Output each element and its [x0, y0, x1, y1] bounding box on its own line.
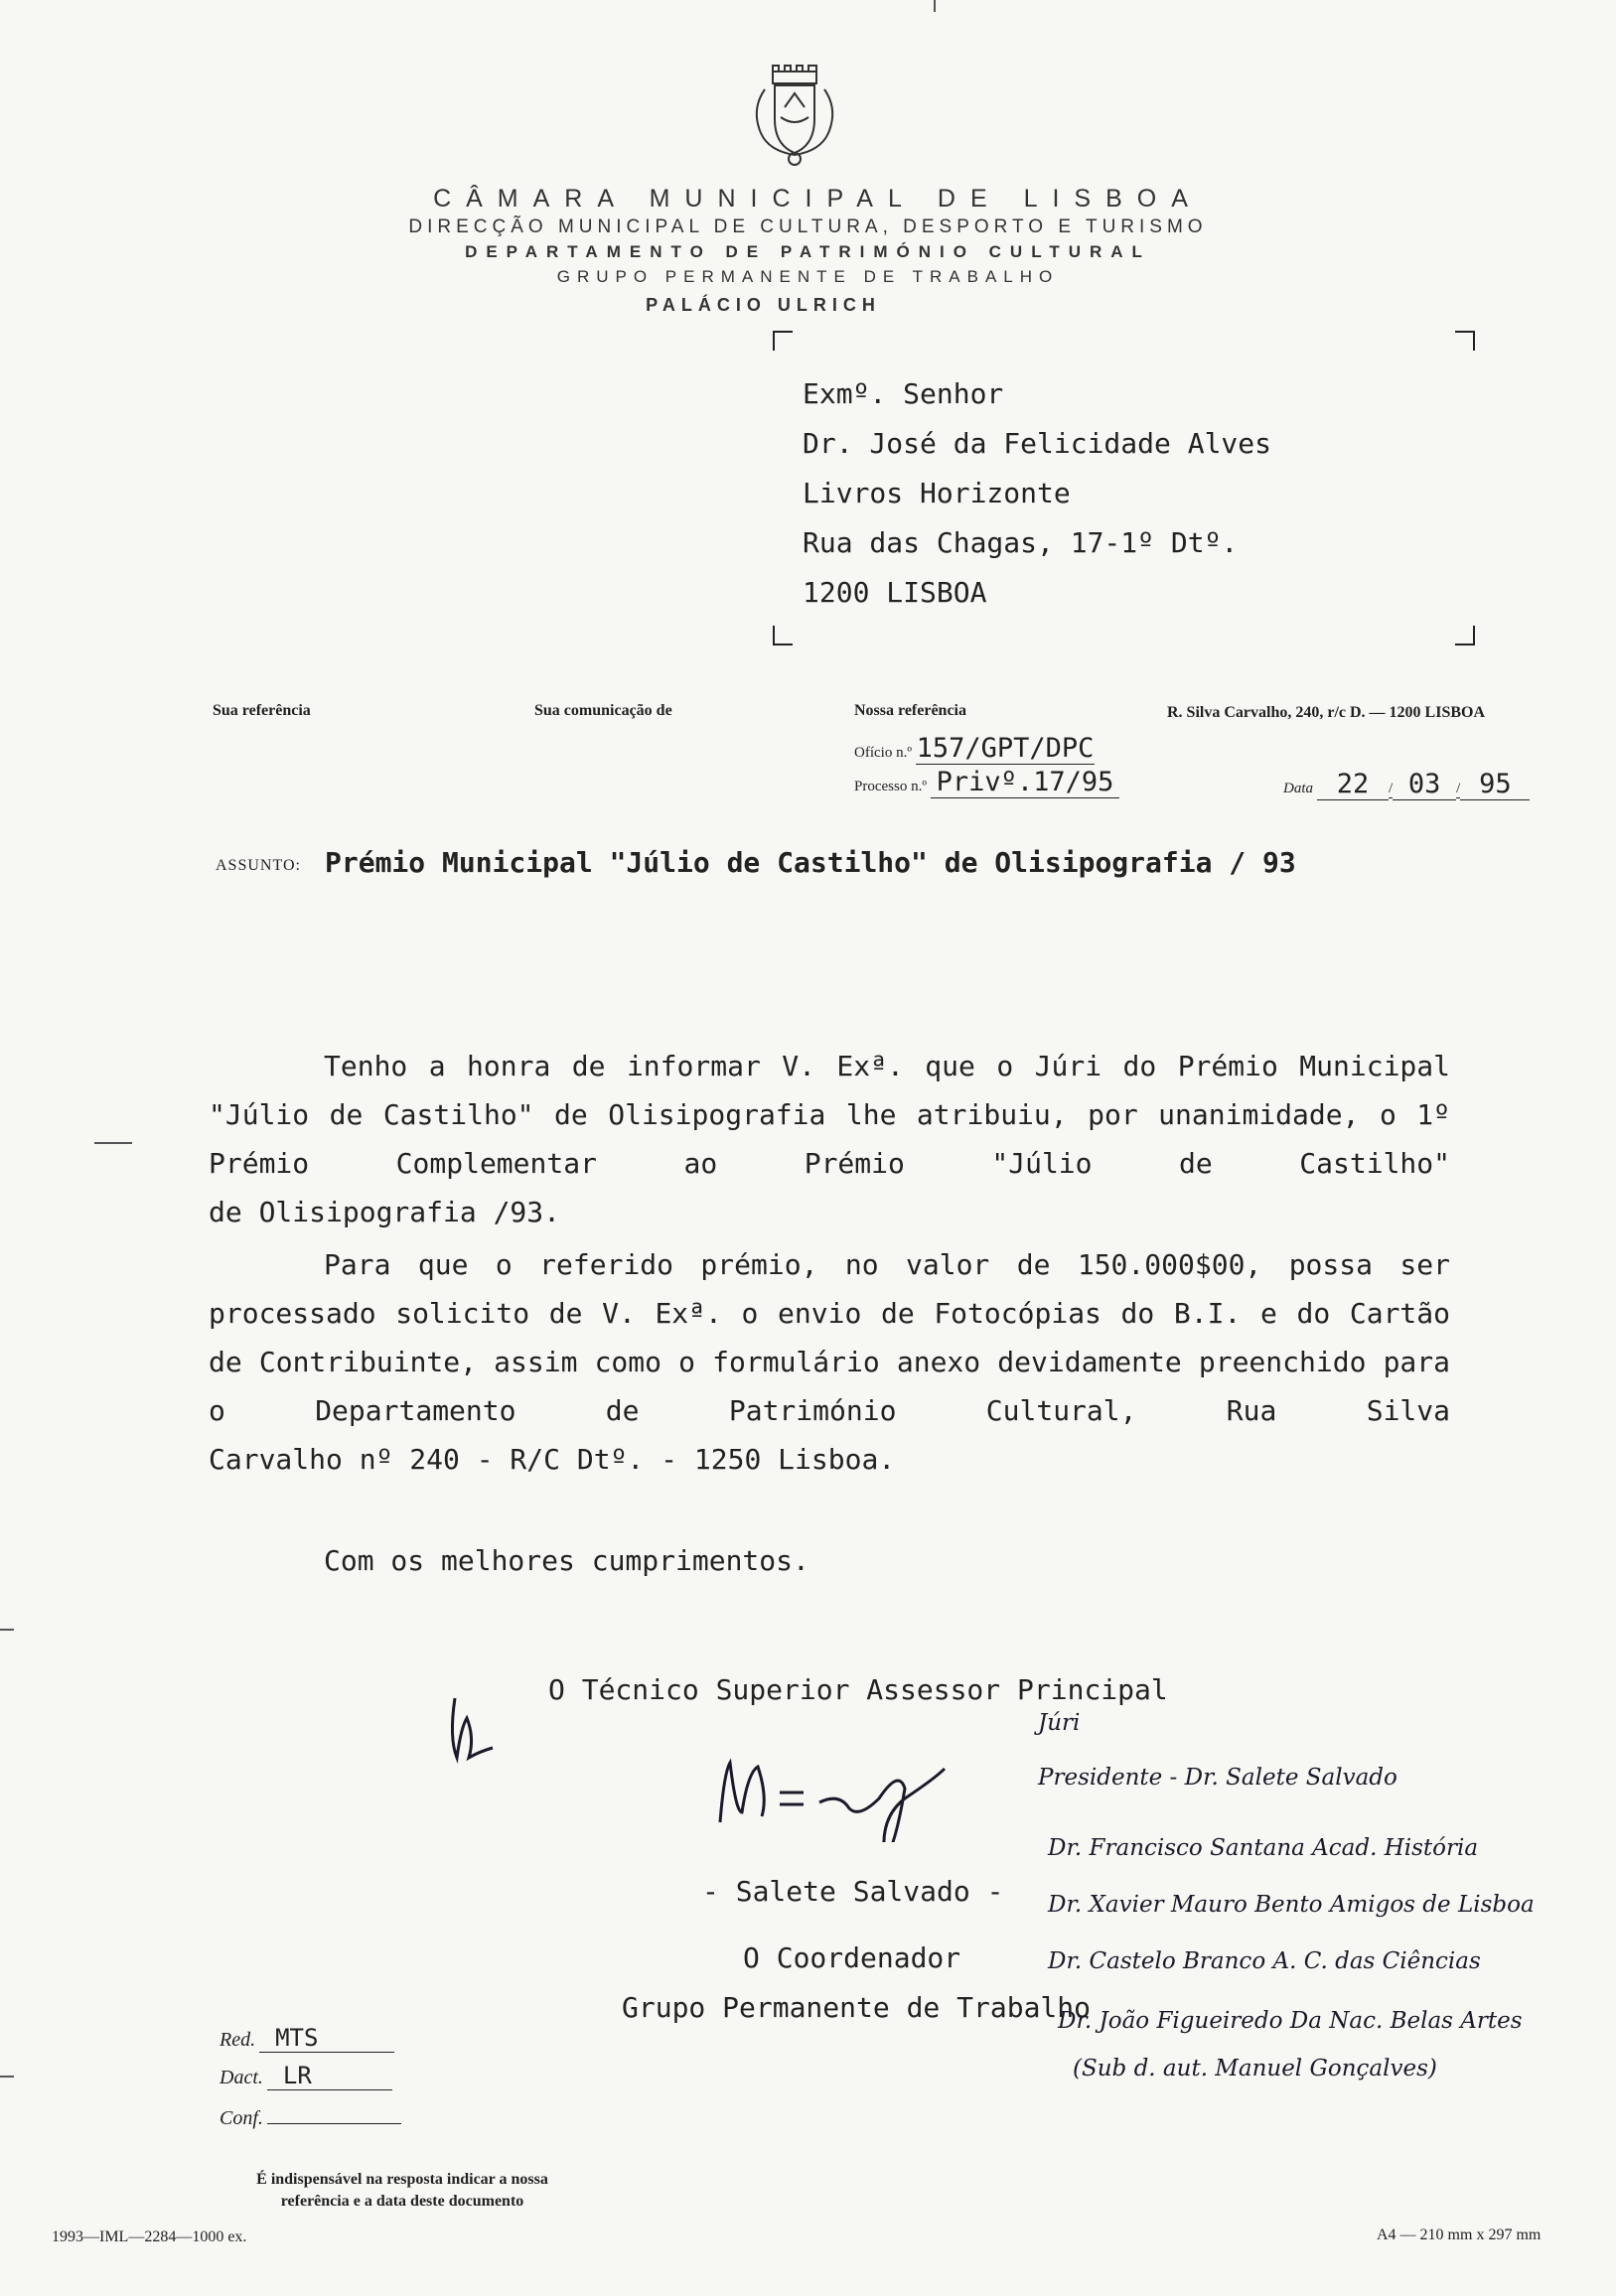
body-paragraph-1: Tenho a honra de informar V. Exª. que o Júri do Prémio Municipal "Júlio de Castilho" de Olisipografia lhe atribuiu, por unanimidade, o 1º Prémio Complementar ao Prémio "Júlio de Castilho" [209, 1050, 1450, 1180]
reference-notice-line: referência e a data deste documento [280, 2193, 524, 2210]
subject-label: ASSUNTO: [216, 857, 301, 874]
address-line: 1200 LISBOA [803, 576, 987, 609]
dact-value: LR [267, 2062, 392, 2090]
processo-number: Privº.17/95 [931, 767, 1119, 798]
coordinator-role: O Coordenador [743, 1941, 961, 1974]
date-month: 03 [1393, 769, 1456, 800]
reference-notice [209, 2169, 596, 2213]
header-line-2: DIRECÇÃO MUNICIPAL DE CULTURA, DESPORTO E TURISMO [408, 216, 1208, 237]
body-paragraph-1-end: de Olisipografia /93. [209, 1196, 561, 1228]
date-row [1283, 769, 1530, 800]
sender-address: R. Silva Carvalho, 240, r/c D. — 1200 LISBOA [1167, 704, 1486, 721]
paper-size: A4 — 210 mm x 297 mm [1377, 2226, 1542, 2243]
dact-row [220, 2062, 392, 2090]
address-corner-mark [1455, 331, 1475, 351]
fold-mark [94, 1142, 132, 1144]
working-group: Grupo Permanente de Trabalho [622, 1991, 1092, 2024]
handwritten-note: Júri [1038, 1710, 1081, 1736]
red-label: Red. [220, 2029, 256, 2051]
subject-text: Prémio Municipal "Júlio de Castilho" de Olisipografia / 93 [325, 846, 1296, 879]
fold-mark [934, 0, 936, 12]
oficio-number: 157/GPT/DPC [916, 733, 1095, 764]
date-label: Data [1283, 781, 1313, 796]
address-corner-mark [773, 626, 793, 646]
oficio-label: Ofício n.º [854, 745, 912, 761]
date-separator: / [1456, 781, 1461, 796]
date-separator: / [1389, 781, 1394, 796]
address-line: Livros Horizonte [803, 477, 1071, 509]
address-corner-mark [1455, 626, 1475, 646]
processo-row [854, 767, 1119, 798]
handwritten-note: Dr. João Figueiredo Da Nac. Belas Artes [1058, 2008, 1523, 2034]
header-line-1: CÂMARA MUNICIPAL DE LISBOA [433, 185, 1203, 213]
handwritten-note: Presidente - Dr. Salete Salvado [1038, 1765, 1397, 1791]
processo-label: Processo n.º [854, 779, 927, 794]
date-day: 22 [1317, 769, 1389, 800]
body-paragraph-2-end: Carvalho nº 240 - R/C Dtº. - 1250 Lisboa. [209, 1443, 896, 1476]
header-line-3: DEPARTAMENTO DE PATRIMÓNIO CULTURAL [465, 242, 1151, 261]
fold-mark [0, 1629, 14, 1631]
initials-signature-icon [437, 1668, 507, 1778]
body-paragraph-2: Para que o referido prémio, no valor de 150.000$00, possa ser processado solicito de V. Exª. o envio de Fotocópias do B.I. e do Cartão de Contribuinte, assim como o formulário anexo devidamente preenchido para o Departamento de Património Cultural, Rua Silva [209, 1248, 1450, 1427]
reference-notice-line: É indispensável na resposta indicar a nossa [256, 2171, 548, 2188]
handwritten-note: Dr. Xavier Mauro Bento Amigos de Lisboa [1048, 1892, 1535, 1918]
header-line-4: GRUPO PERMANENTE DE TRABALHO [556, 267, 1060, 286]
your-reference-label: Sua referência [213, 702, 311, 719]
handwritten-note: Dr. Castelo Branco A. C. das Ciências [1048, 1948, 1481, 1974]
print-code: 1993—IML—2284—1000 ex. [52, 2228, 247, 2245]
handwritten-note: (Sub d. aut. Manuel Gonçalves) [1073, 2056, 1437, 2081]
date-year: 95 [1460, 769, 1530, 800]
dact-label: Dact. [220, 2067, 263, 2088]
oficio-row [854, 733, 1095, 765]
closing: Com os melhores cumprimentos. [324, 1544, 809, 1577]
address-corner-mark [773, 331, 793, 351]
handwritten-signature-icon [710, 1743, 978, 1842]
lisbon-coat-of-arms-icon [725, 60, 864, 169]
your-communication-label: Sua comunicação de [534, 702, 672, 719]
handwritten-note: Dr. Francisco Santana Acad. História [1048, 1835, 1479, 1861]
recipient-address [803, 369, 1271, 618]
conf-line [267, 2101, 401, 2124]
address-line: Dr. José da Felicidade Alves [803, 427, 1272, 460]
fold-mark [0, 2076, 14, 2078]
signatory-title: O Técnico Superior Assessor Principal [548, 1673, 1168, 1706]
address-line: Rua das Chagas, 17-1º Dtº. [803, 526, 1239, 559]
address-line: Exmº. Senhor [803, 377, 1004, 410]
our-reference-label: Nossa referência [854, 702, 966, 719]
header-line-5: PALÁCIO ULRICH [646, 295, 881, 315]
red-row [220, 2024, 394, 2053]
conf-label: Conf. [220, 2107, 263, 2129]
conf-row [220, 2101, 401, 2130]
signatory-name: - Salete Salvado - [702, 1875, 1004, 1908]
red-value: MTS [259, 2024, 394, 2053]
